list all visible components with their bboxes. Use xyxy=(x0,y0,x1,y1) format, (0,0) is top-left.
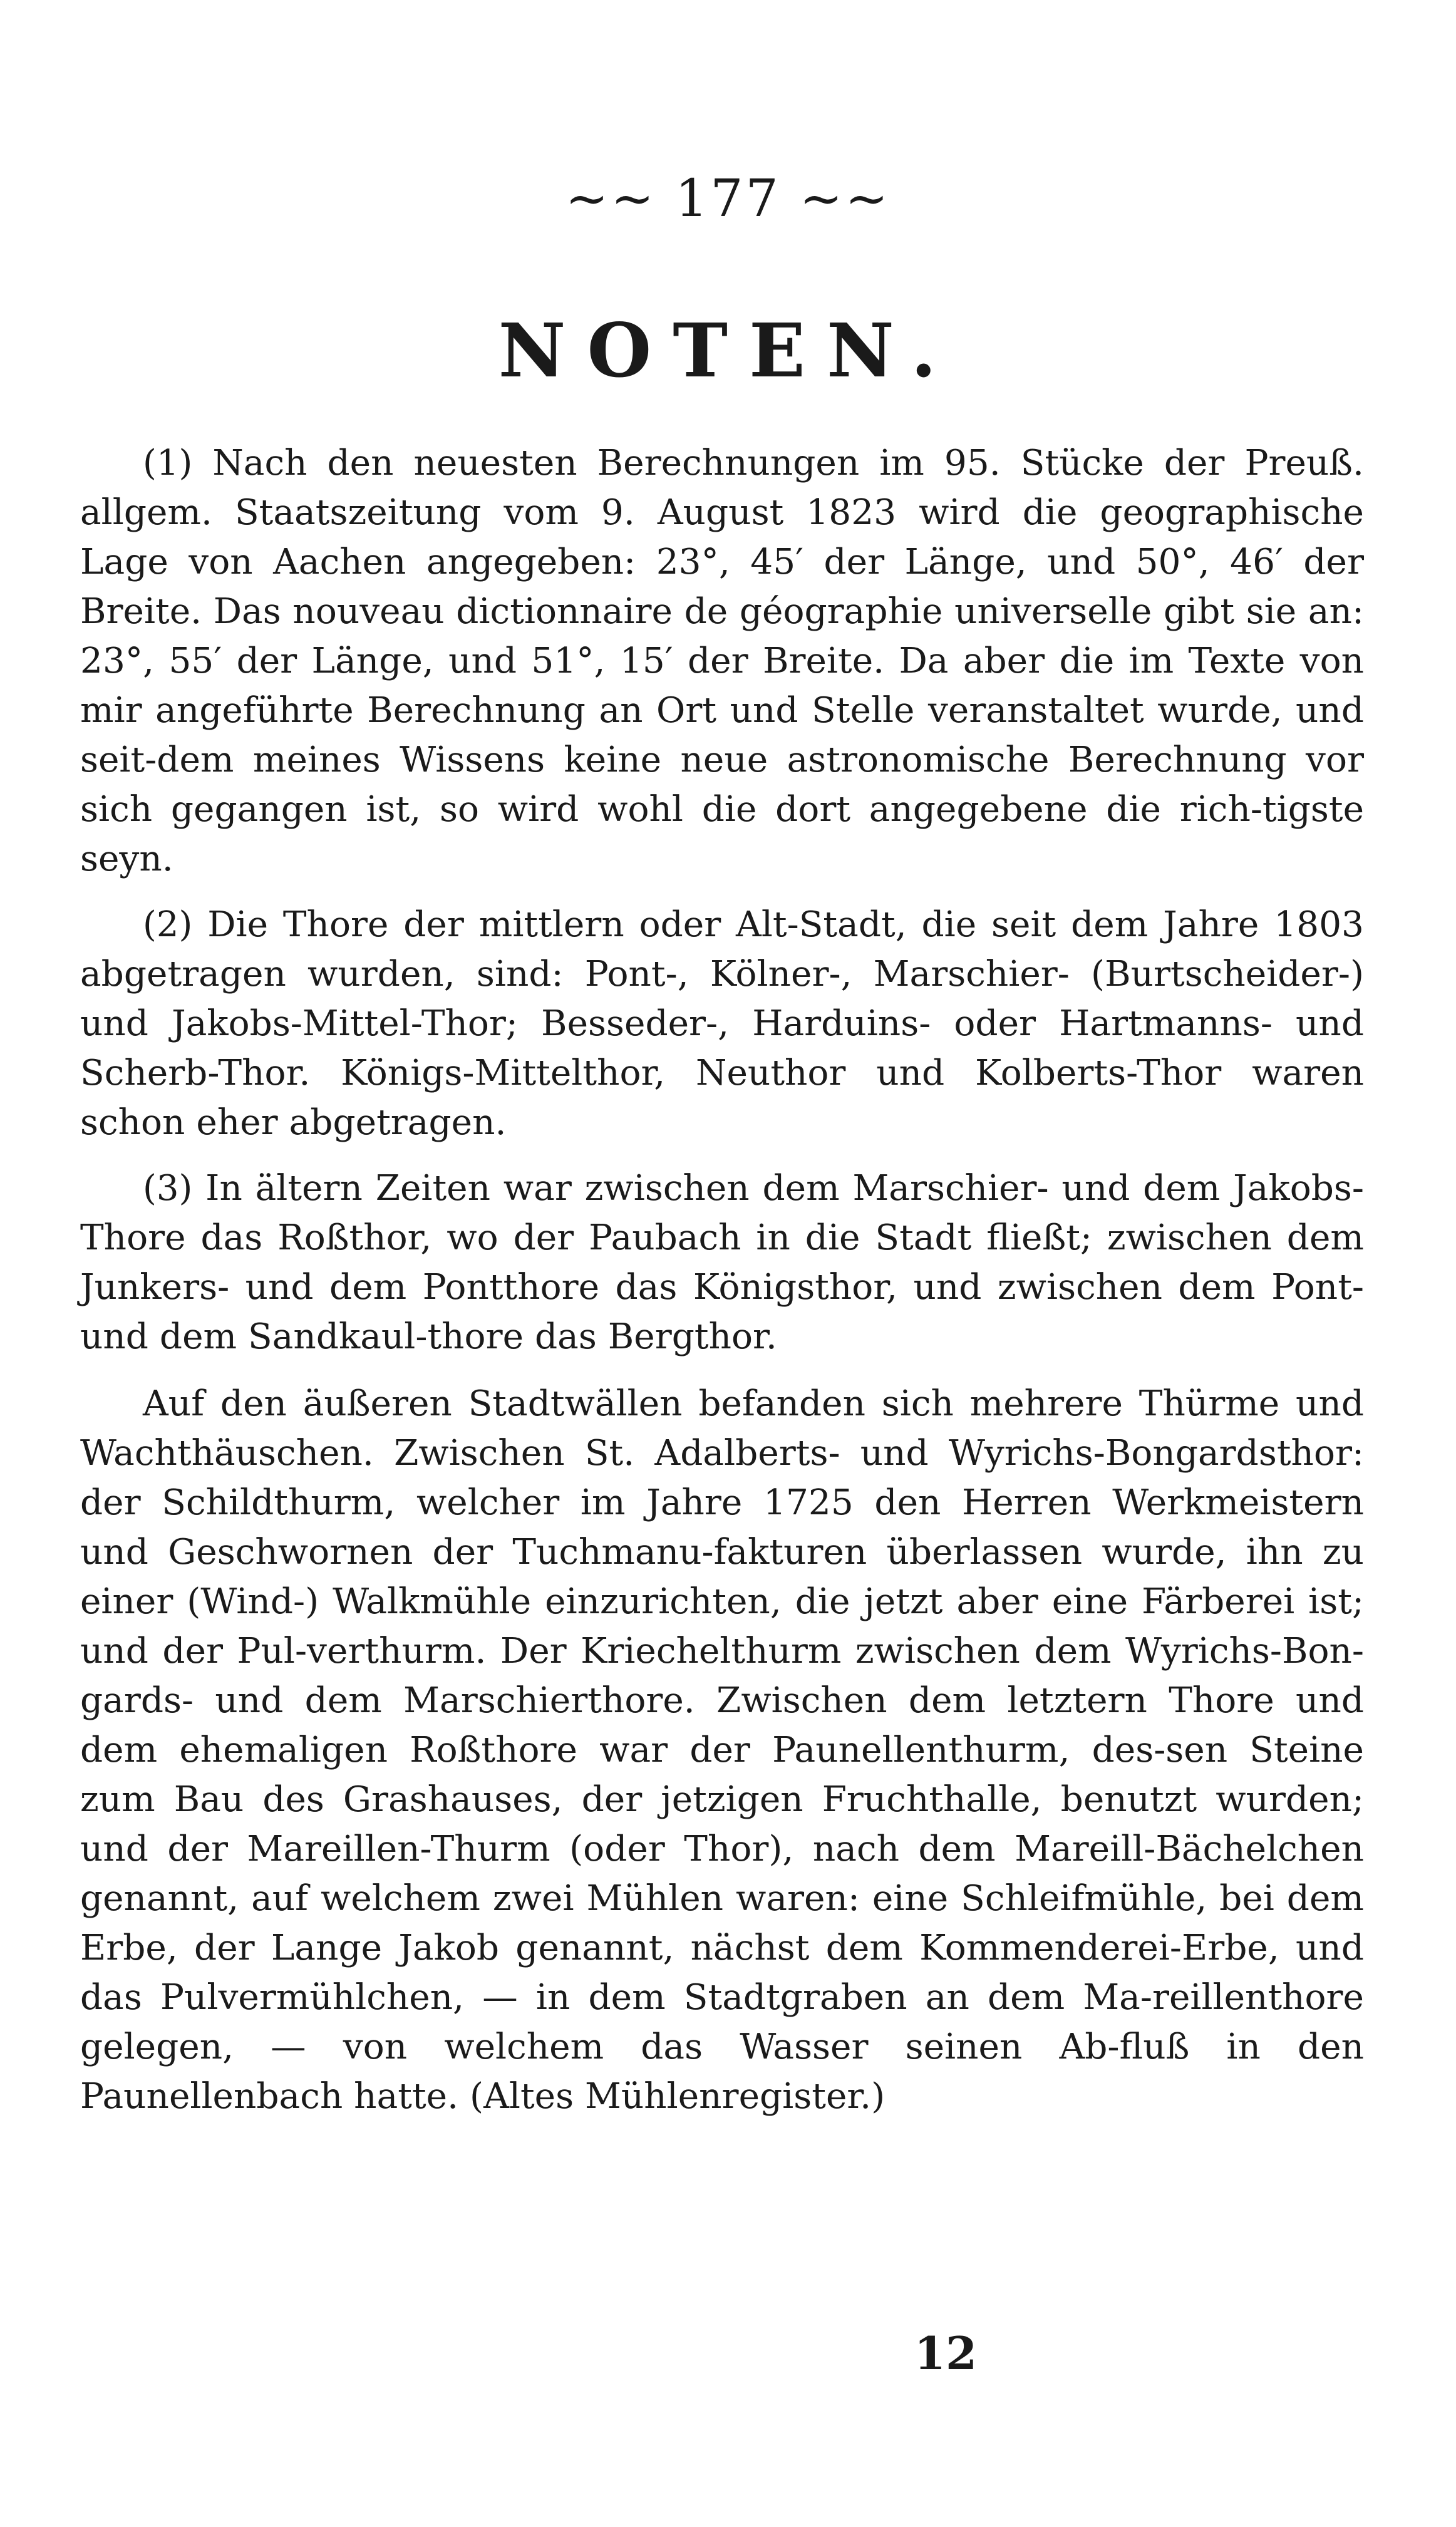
note-text: Auf den äußeren Stadtwällen befanden sich mehrere Thürme und Wachthäuschen. Zwischen St. Adalberts- und Wyrichs-Bongardsthor: der Schildthurm, welcher im Jahre 1725 den Herren Werkmeistern und Geschwornen der Tuchmanu-fakturen überlassen wurde, ihn zu einer (Wind-) Walkmühle einzurichten, die jetzt aber eine Färberei ist; und der Pul-verthurm. Der Kriechelthurm zwischen dem Wyrichs-Bon-gards- und dem Marschierthore. Zwischen dem letztern Thore und dem ehemaligen Roßthore war der Paunellenthurm, des-sen Steine zum Bau des Grashauses, der jetzigen Fruchthalle, benutzt wurden; und der Mareillen-Thurm (oder Thor), nach dem Mareill-Bächelchen genannt, auf welchem zwei Mühlen waren: eine Schleifmühle, bei dem Erbe, der Lange Jakob genannt, nächst dem Kommenderei-Erbe, und das Pulvermühlchen, — in dem Stadtgraben an dem Ma-reillenthore gelegen, — von welchem das Wasser seinen Ab-fluß in den Paunellenbach hatte. (Altes Mühlenregister.) xyxy=(80,1383,1364,2117)
note-text: Nach den neuesten Berechnungen im 95. Stücke der Preuß. allgem. Staatszeitung vom 9. August 1823 wird die geographische Lage von Aachen angegeben: 23°, 45′ der Länge, und 50°, 46′ der Breite. Das nouveau dictionnaire de géographie universelle gibt sie an: 23°, 55′ der Länge, und 51°, 15′ der Breite. Da aber die im Texte von mir angeführte Berechnung an Ort und Stelle veranstaltet wurde, und seit-dem meines Wissens keine neue astronomische Berechnung vor sich gegangen ist, so wird wohl die dort angegebene die rich-tigste seyn. xyxy=(80,443,1364,879)
section-heading: NOTEN. xyxy=(498,307,958,394)
note-number: (2) xyxy=(143,904,193,945)
note-paragraph xyxy=(80,1379,1364,2121)
note-text: In ältern Zeiten war zwischen dem Marschier- und dem Jakobs-Thore das Roßthor, wo der Paubach in die Stadt fließt; zwischen dem Junkers- und dem Pontthore das Königsthor, und zwischen dem Pont- und dem Sandkaul-thore das Bergthor. xyxy=(80,1168,1364,1357)
note-paragraph xyxy=(80,1164,1364,1362)
note-number: (3) xyxy=(143,1168,193,1209)
note-text: Die Thore der mittlern oder Alt-Stadt, die seit dem Jahre 1803 abgetragen wurden, sind: Pont-, Kölner-, Marschier- (Burtscheider-) und Jakobs-Mittel-Thor; Besseder-, Harduins- oder Hartmanns- und Scherb-Thor. Königs-Mittelthor, Neuthor und Kolberts-Thor waren schon eher abgetragen. xyxy=(80,904,1364,1143)
note-number: (1) xyxy=(143,443,193,483)
note-paragraph xyxy=(80,438,1364,884)
page-number: ~~ 177 ~~ xyxy=(565,169,891,229)
notes-body xyxy=(80,438,1364,2137)
signature-mark: 12 xyxy=(914,2327,978,2380)
note-paragraph xyxy=(80,900,1364,1147)
